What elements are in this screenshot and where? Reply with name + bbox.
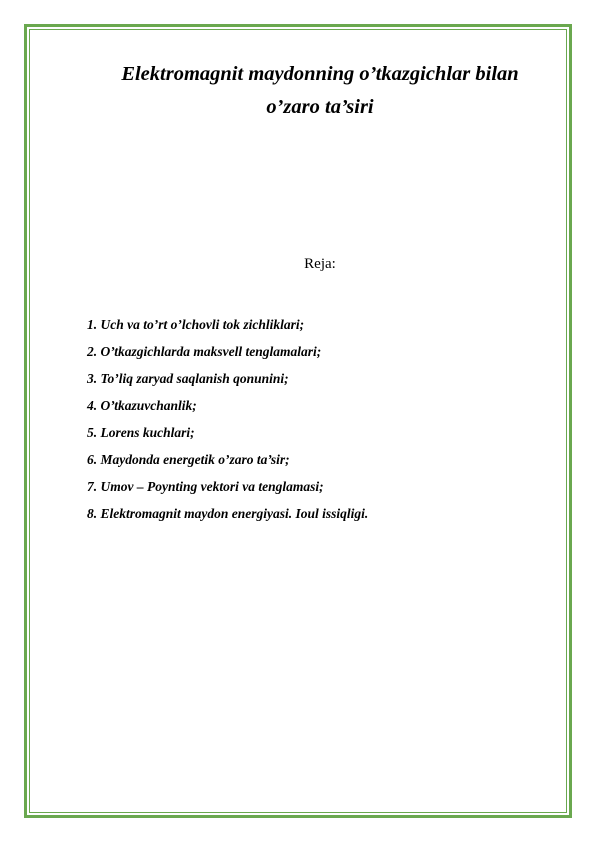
plan-list [87,311,368,527]
plan-item: 6. Maydonda energetik o’zaro ta’sir; [87,452,290,467]
plan-item: 2. O’tkazgichlarda maksvell tenglamalari; [87,344,322,359]
plan-item: 3. To’liq zaryad saqlanish qonunini; [87,371,289,386]
plan-heading: Reja: [304,256,336,272]
plan-item: 8. Elektromagnit maydon energiyasi. Ioul issiqligi. [87,506,369,521]
plan-item: 5. Lorens kuchlari; [87,425,195,440]
plan-item: 7. Umov – Poynting vektori va tenglamasi; [87,479,324,494]
title-line-2: o’zaro ta’siri [266,96,374,118]
plan-item: 1. Uch va to’rt o’lchovli tok zichliklari; [87,317,305,332]
plan-item: 4. O’tkazuvchanlik; [87,398,197,413]
document-title [60,58,580,124]
title-line-1: Elektromagnit maydonning o’tkazgichlar bilan [121,63,519,85]
